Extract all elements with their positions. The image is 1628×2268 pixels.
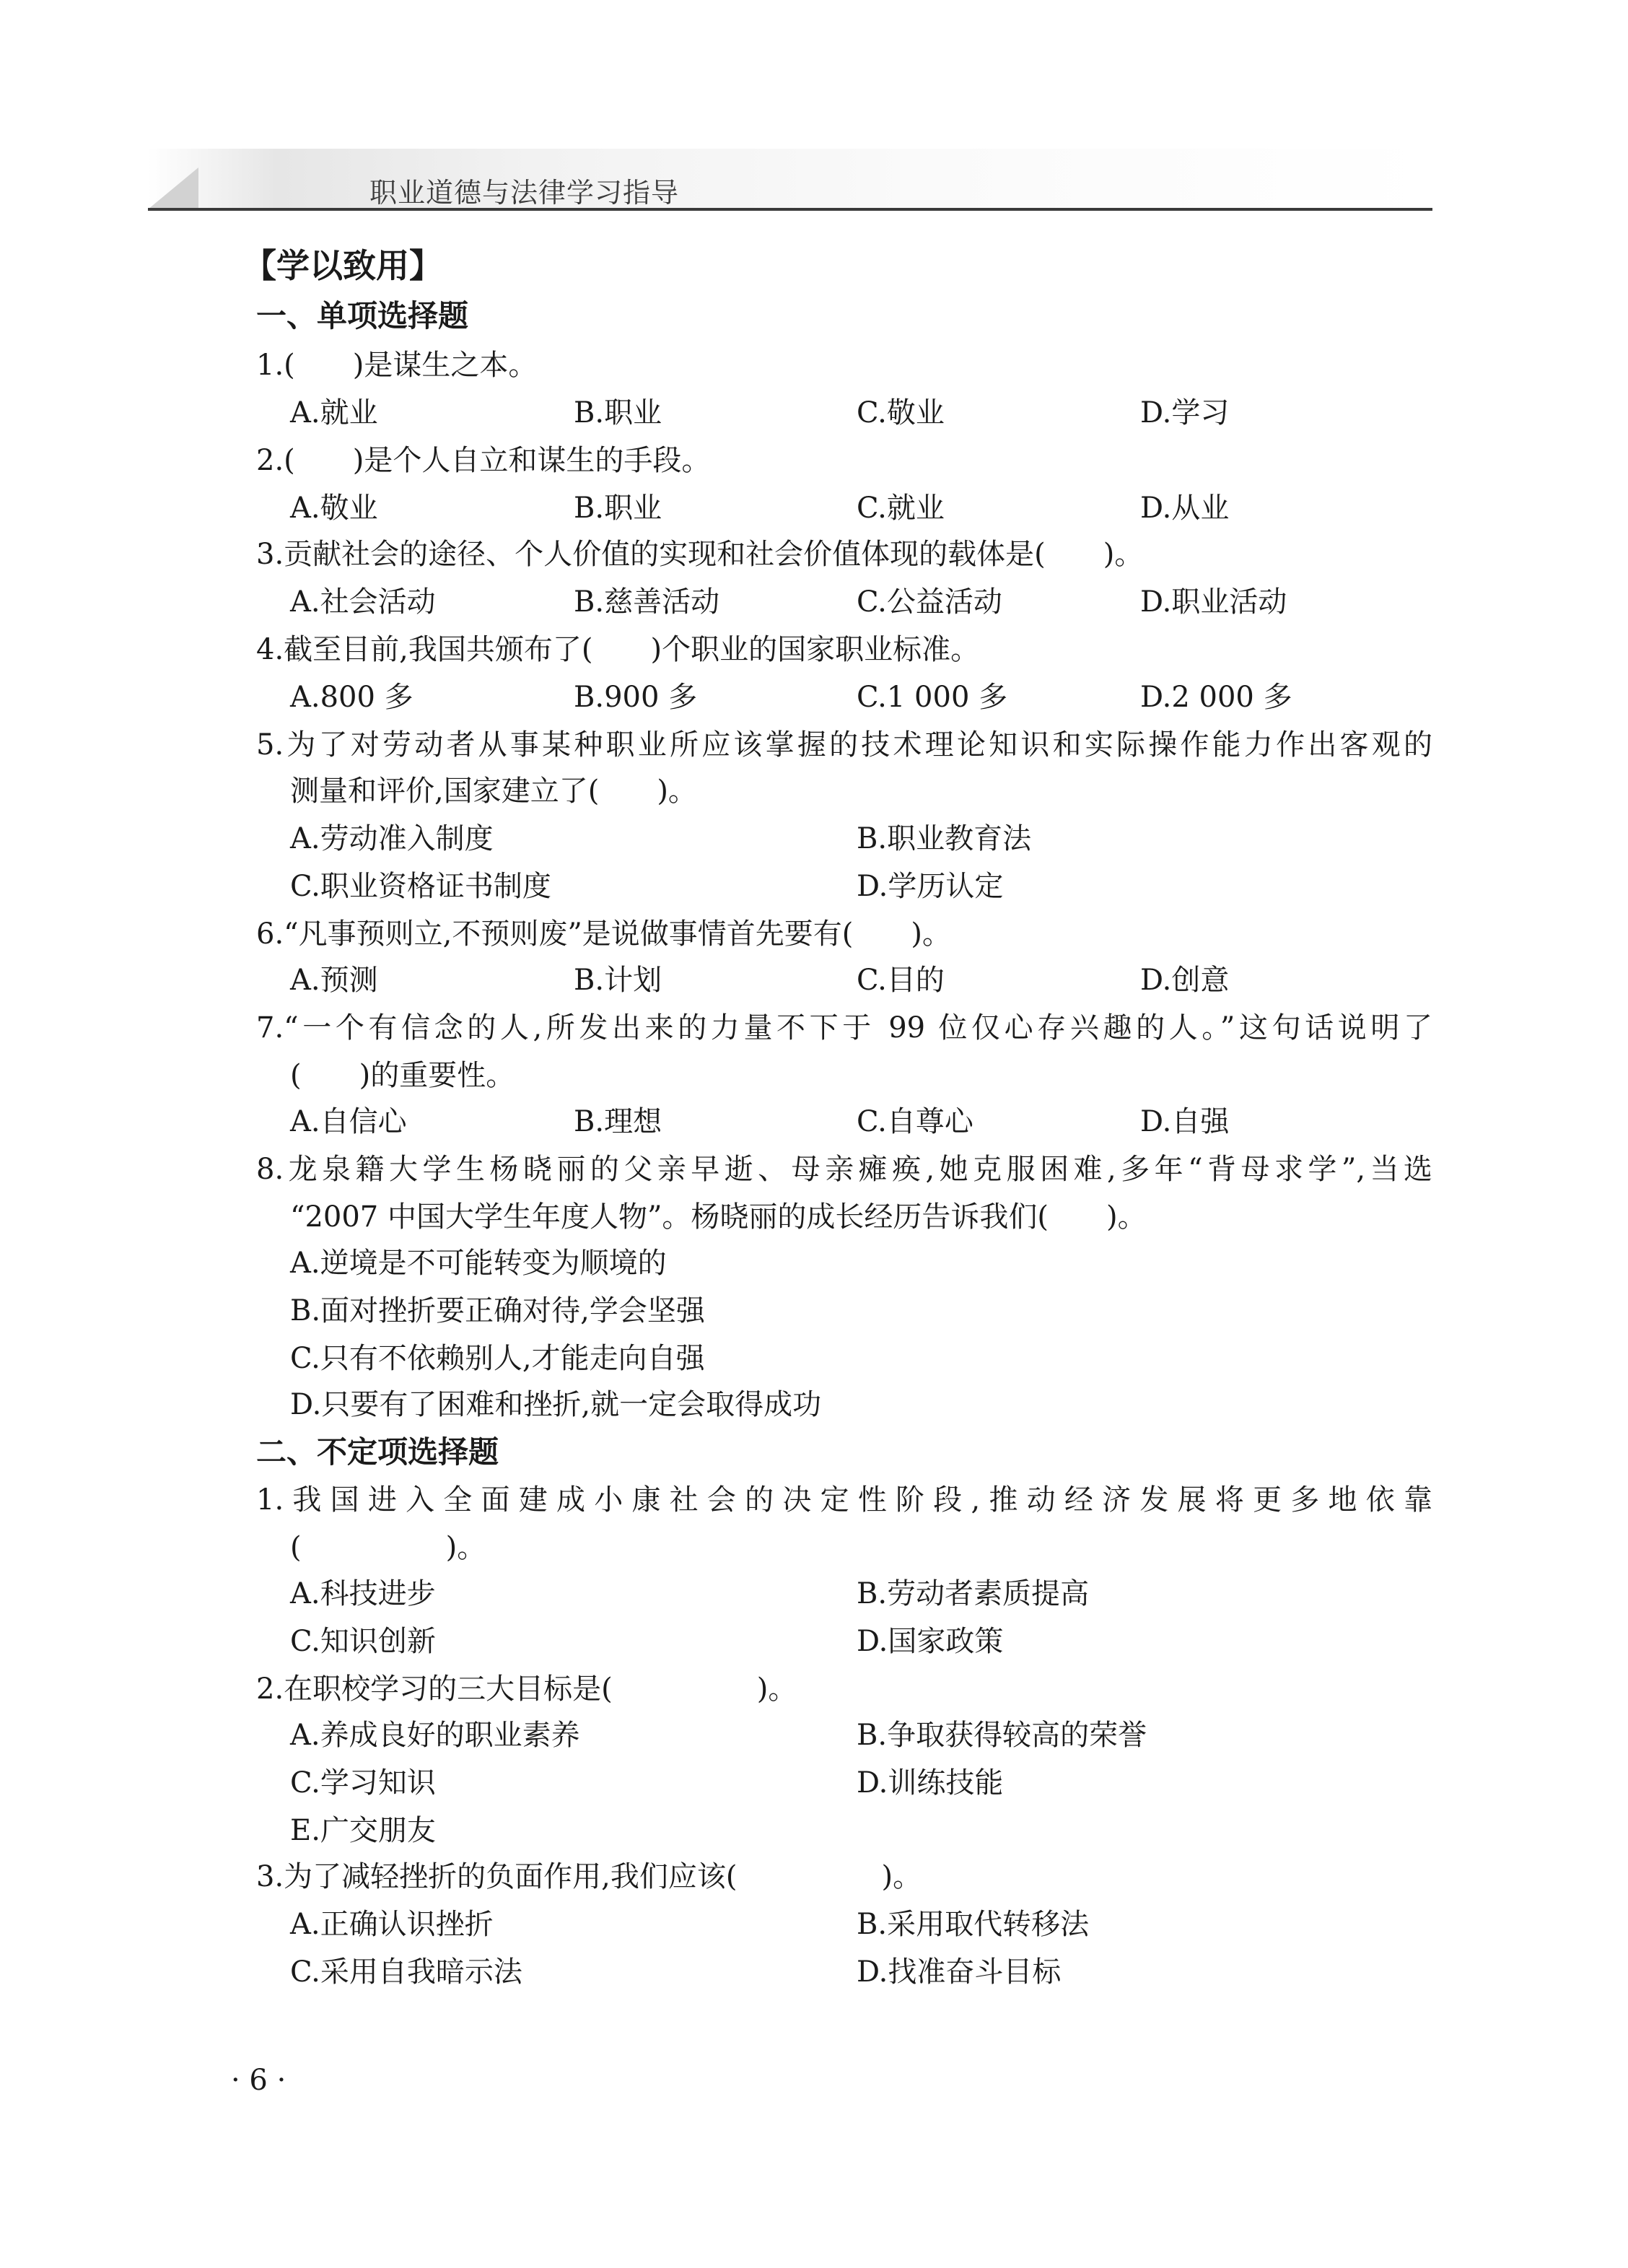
option-d: D.2 000 多 xyxy=(1140,681,1292,714)
running-header-title: 职业道德与法律学习指导 xyxy=(369,177,680,209)
option-d: D.学习 xyxy=(1140,396,1230,429)
option-b: B.慈善活动 xyxy=(574,585,720,619)
option-b: B.劳动者素质提高 xyxy=(857,1577,1090,1610)
question-stem-line: 1.我国进入全面建成小康社会的决定性阶段,推动经济发展将更多地依靠 xyxy=(256,1483,1432,1517)
option-c: C.就业 xyxy=(857,492,945,525)
option-a: A.逆境是不可能转变为顺境的 xyxy=(290,1247,667,1280)
question-stem: 4.截至目前,我国共颁布了( )个职业的国家职业标准。 xyxy=(256,633,980,666)
option-a: A.正确认识挫折 xyxy=(290,1908,494,1941)
question-stem-line: 7.“一个有信念的人,所发出来的力量不下于 99 位仅心存兴趣的人。”这句话说明了 xyxy=(256,1011,1432,1044)
option-a: A.预测 xyxy=(290,964,378,997)
header-band xyxy=(148,149,1432,209)
option-c: C.知识创新 xyxy=(290,1625,436,1658)
option-b: B.采用取代转移法 xyxy=(857,1908,1090,1941)
option-c: C.自尊心 xyxy=(857,1105,973,1138)
option-b: B.面对挫折要正确对待,学会坚强 xyxy=(290,1294,705,1327)
option-d: D.国家政策 xyxy=(857,1625,1004,1658)
option-d: D.学历认定 xyxy=(857,870,1004,903)
option-c: C.公益活动 xyxy=(857,585,1002,619)
option-b: B.职业教育法 xyxy=(857,822,1032,855)
option-c: C.职业资格证书制度 xyxy=(290,870,551,903)
header-decoration xyxy=(148,167,198,209)
option-b: B.理想 xyxy=(574,1105,662,1138)
question-stem: 1.( )是谋生之本。 xyxy=(256,349,538,382)
option-c: C.只有不依赖别人,才能走向自强 xyxy=(290,1342,705,1375)
question-stem: 2.在职校学习的三大目标是( )。 xyxy=(256,1672,797,1706)
option-a: A.就业 xyxy=(290,396,378,429)
option-b: B.争取获得较高的荣誉 xyxy=(857,1719,1147,1752)
header-rule xyxy=(148,208,1432,211)
section-title: 二、不定项选择题 xyxy=(256,1434,499,1470)
option-b: B.计划 xyxy=(574,964,662,997)
option-d: D.职业活动 xyxy=(1140,585,1287,619)
question-stem-line: 5.为了对劳动者从事某种职业所应该掌握的技术理论知识和实际操作能力作出客观的 xyxy=(256,728,1432,762)
option-a: A.劳动准入制度 xyxy=(290,822,494,855)
option-c: C.敬业 xyxy=(857,396,945,429)
page-number: · 6 · xyxy=(231,2064,286,2097)
question-stem-line: 8.龙泉籍大学生杨晓丽的父亲早逝、母亲瘫痪,她克服困难,多年“背母求学”,当选 xyxy=(256,1153,1432,1186)
option-b: B.职业 xyxy=(574,492,662,525)
option-c: C.采用自我暗示法 xyxy=(290,1955,522,1989)
option-d: D.训练技能 xyxy=(857,1766,1004,1800)
question-stem-line: 测量和评价,国家建立了( )。 xyxy=(290,775,697,808)
option-c: C.学习知识 xyxy=(290,1766,436,1800)
question-stem: 6.“凡事预则立,不预则废”是说做事情首先要有( )。 xyxy=(256,917,951,951)
question-stem: 2.( )是个人自立和谋生的手段。 xyxy=(256,444,711,477)
option-c: C.目的 xyxy=(857,964,945,997)
option-e: E.广交朋友 xyxy=(290,1814,436,1847)
option-c: C.1 000 多 xyxy=(857,681,1008,714)
option-a: A.敬业 xyxy=(290,492,378,525)
option-a: A.800 多 xyxy=(290,681,413,714)
main-title: 【学以致用】 xyxy=(243,246,442,285)
option-a: A.社会活动 xyxy=(290,585,436,619)
option-d: D.从业 xyxy=(1140,492,1230,525)
option-a: A.自信心 xyxy=(290,1105,407,1138)
question-stem-line: ( )的重要性。 xyxy=(290,1059,515,1092)
option-b: B.职业 xyxy=(574,396,662,429)
option-a: A.科技进步 xyxy=(290,1577,436,1610)
question-stem-line: “2007 中国大学生年度人物”。杨晓丽的成长经历告诉我们( )。 xyxy=(290,1200,1147,1234)
question-stem: 3.贡献社会的途径、个人价值的实现和社会价值体现的载体是( )。 xyxy=(256,538,1144,571)
option-d: D.自强 xyxy=(1140,1105,1230,1138)
question-stem: 3.为了减轻挫折的负面作用,我们应该( )。 xyxy=(256,1860,922,1893)
option-b: B.900 多 xyxy=(574,681,698,714)
question-stem-line: ( )。 xyxy=(290,1531,486,1564)
option-d: D.只要有了困难和挫折,就一定会取得成功 xyxy=(290,1388,822,1421)
section-title: 一、单项选择题 xyxy=(256,298,469,333)
option-d: D.创意 xyxy=(1140,964,1230,997)
option-a: A.养成良好的职业素养 xyxy=(290,1719,580,1752)
option-d: D.找准奋斗目标 xyxy=(857,1955,1062,1989)
